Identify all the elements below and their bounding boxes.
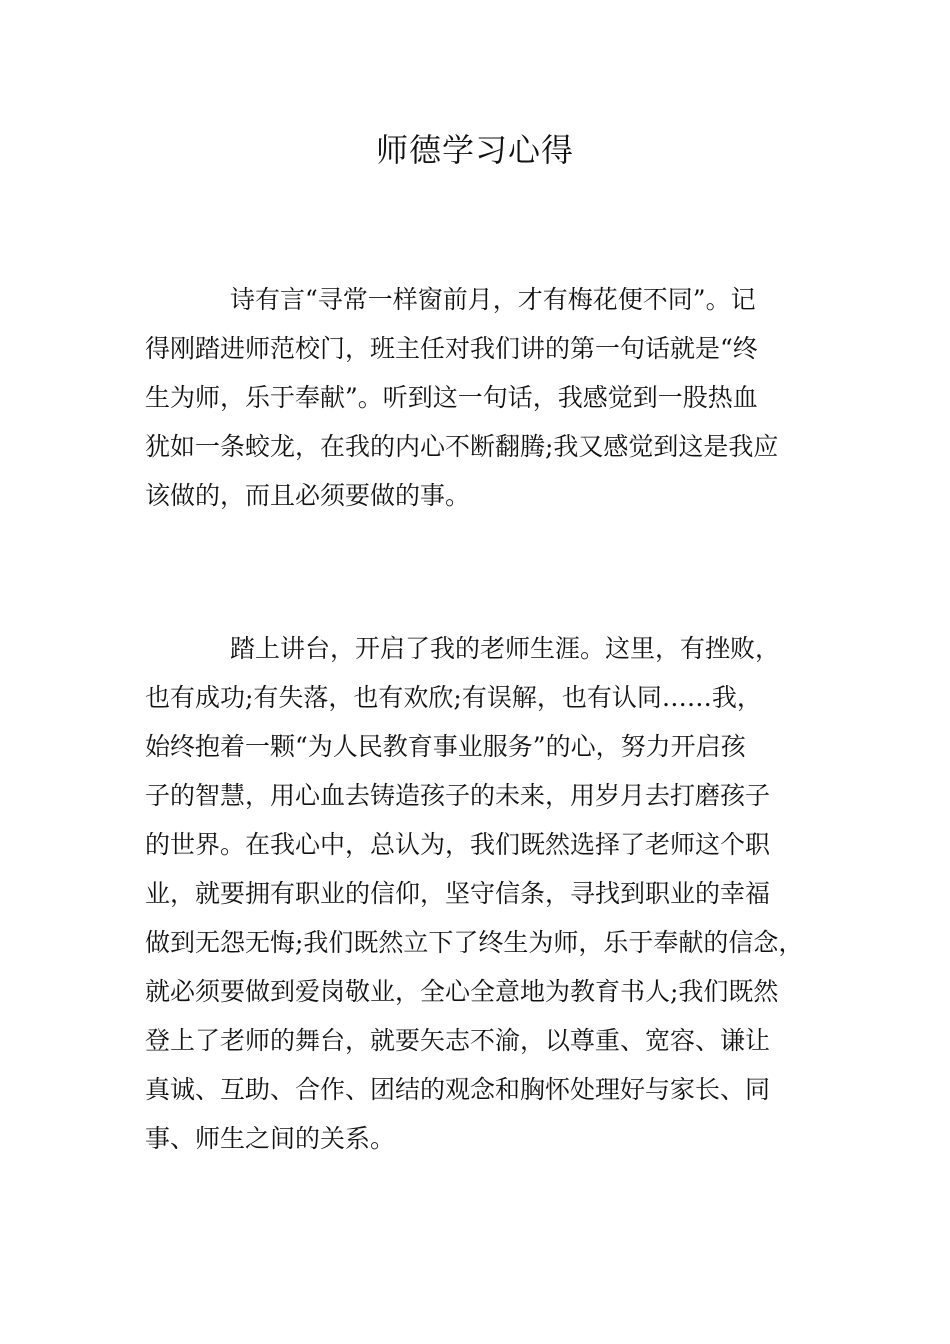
document-title: 师德学习心得: [375, 131, 574, 169]
paragraph-line: 该做的，而且必须要做的事。: [145, 481, 471, 510]
paragraph-line: 得刚踏进师范校门，班主任对我们讲的第一句话就是“终: [145, 334, 758, 363]
paragraph-2: [145, 624, 825, 1163]
paragraph-line: 事、师生之间的关系。: [145, 1124, 396, 1153]
paragraph-line: 子的智慧，用心血去铸造孩子的未来，用岁月去打磨孩子: [145, 781, 771, 810]
paragraph-line: 的世界。在我心中，总认为，我们既然选择了老师这个职: [145, 830, 771, 859]
paragraph-line: 始终抱着一颗“为人民教育事业服务”的心，努力开启孩: [145, 732, 746, 761]
paragraph-line: 就必须要做到爱岗敬业，全心全意地为教育书人;我们既然: [145, 977, 779, 1006]
paragraph-line: 生为师，乐于奉献”。听到这一句话，我感觉到一股热血: [145, 383, 758, 412]
paragraph-line: 犹如一条蛟龙，在我的内心不断翻腾;我又感觉到这是我应: [145, 432, 779, 461]
paragraph-line: 也有成功;有失落，也有欢欣;有误解，也有认同……我，: [145, 683, 762, 712]
paragraph-1: [145, 275, 825, 520]
paragraph-line: 踏上讲台，开启了我的老师生涯。这里，有挫败，: [230, 634, 781, 663]
paragraph-line: 登上了老师的舞台，就要矢志不渝，以尊重、宽容、谦让: [145, 1026, 771, 1055]
paragraph-line: 真诚、互助、合作、团结的观念和胸怀处理好与家长、同: [145, 1075, 771, 1104]
paragraph-line: 诗有言“寻常一样窗前月，才有梅花便不同”。记: [230, 285, 756, 314]
paragraph-line: 做到无怨无悔;我们既然立下了终生为师，乐于奉献的信念，: [145, 928, 804, 957]
paragraph-line: 业，就要拥有职业的信仰，坚守信条，寻找到职业的幸福: [145, 879, 771, 908]
